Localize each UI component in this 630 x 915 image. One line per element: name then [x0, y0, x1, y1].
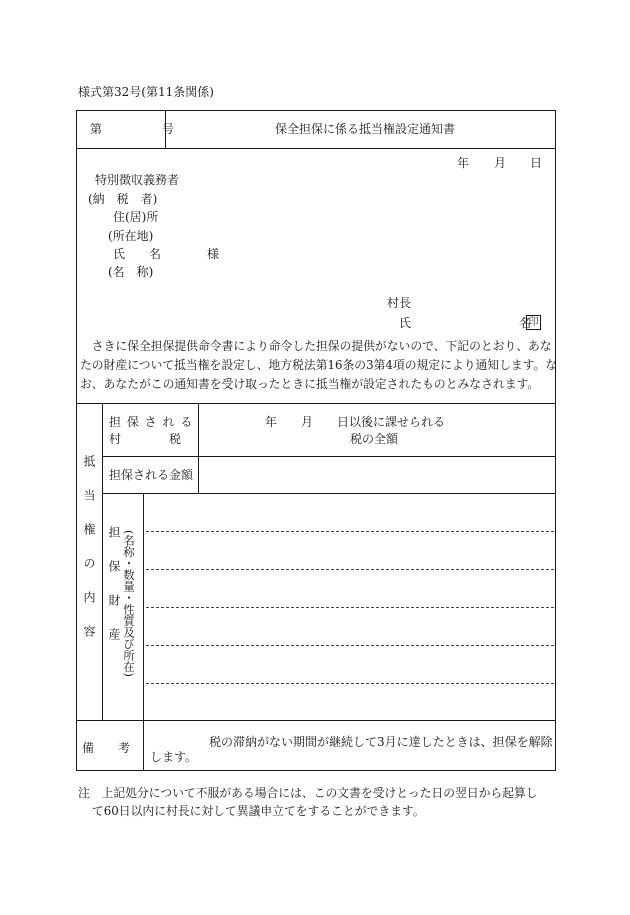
document-title: 保全担保に係る抵当権設定通知書 — [275, 122, 456, 136]
body-line-3: お、あなたがこの通知書を受け取ったときに抵当権が設定されたものとみなされます。 — [80, 377, 540, 391]
date-day: 日 — [530, 156, 543, 170]
addressee-address-alt: (所在地) — [108, 229, 154, 243]
issuer-name-label: 氏 名 — [399, 316, 532, 330]
property-line-4 — [146, 645, 554, 646]
form-number: 様式第32号(第11条関係) — [78, 85, 214, 99]
property-line-5 — [146, 683, 554, 684]
date-month: 月 — [494, 156, 507, 170]
note-line-1: 注 上記処分について不服がある場合には、この文書を受けとった日の翌日から起算し — [78, 786, 538, 800]
addressee-name-alt: (名 称) — [108, 265, 154, 279]
remarks-label: 備 考 — [82, 741, 131, 755]
property-line-1 — [146, 531, 554, 532]
addressee-honorific: 様 — [207, 247, 220, 261]
addressee-role-alt: (納 税 者) — [88, 192, 158, 206]
tax-row-bottom — [102, 456, 556, 457]
addressee-role: 特別徴収義務者 — [95, 173, 180, 187]
number-label: 第 号 — [90, 122, 175, 136]
addressee-name: 氏 名 — [113, 247, 162, 261]
amount-row-bottom — [102, 493, 556, 494]
tax-value-line-1: 年 月 日以後に課せられる — [265, 415, 446, 429]
remarks-line-2: します。 — [150, 750, 198, 764]
frame-left — [76, 110, 77, 771]
property-sub-label: (名称・数量・性質及び所在) — [122, 530, 136, 677]
frame-right — [555, 110, 556, 771]
remarks-divider — [143, 720, 144, 770]
header-bottom — [76, 148, 556, 149]
date-year: 年 — [457, 156, 470, 170]
seal-mark: 印 — [526, 315, 541, 330]
property-label: 担保財産 — [107, 526, 121, 662]
mortgage-section-label: 抵当権の内容 — [82, 455, 96, 659]
property-line-2 — [146, 569, 554, 570]
frame-top — [76, 110, 556, 111]
body-line-2: たの財産について抵当権を設定し、地方税法第16条の3第4項の規定により通知します。な — [80, 358, 558, 372]
mortgage-label-divider — [102, 403, 103, 720]
note-line-2: て60日以内に村長に対して異議申立てをすることができます。 — [92, 804, 425, 818]
tax-row-divider — [198, 403, 199, 493]
addressee-address: 住(居)所 — [113, 210, 159, 224]
tax-label-line-2: 村 税 — [109, 432, 182, 446]
frame-bottom — [76, 770, 556, 771]
mortgage-top — [76, 403, 556, 404]
issuer-title: 村長 — [387, 296, 412, 310]
remarks-top — [76, 720, 556, 721]
tax-label-line-1: 担 保 さ れ る — [109, 415, 194, 429]
tax-value-line-2: 税の全額 — [350, 432, 399, 446]
property-divider — [143, 493, 144, 720]
remarks-line-1: 税の滞納がない期間が継続して3月に達したときは、担保を解除 — [209, 735, 553, 749]
amount-label: 担保される金額 — [109, 468, 194, 482]
property-line-3 — [146, 607, 554, 608]
body-line-1: さきに保全担保提供命令書により命令した担保の提供がないので、下記のとおり、あな — [80, 339, 552, 353]
